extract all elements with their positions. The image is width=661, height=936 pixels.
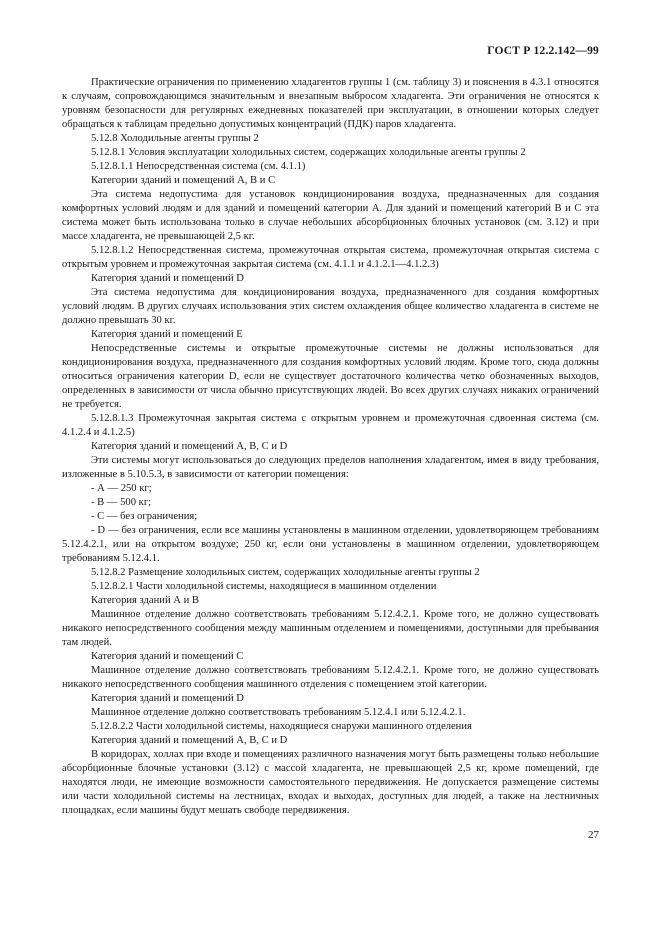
page-number: 27 — [588, 829, 599, 841]
paragraph: В коридорах, холлах при входе и помещениях различного назначения могут быть размещены только небольшие абсорбционные блочные установки (3.12) с массой хладагента, не превышающей 2,5 кг, кроме помещений, где находятся люди, не имеющие возможности самостоятельного передвижения. Не допускается размещение системы или части холодильной системы на лестницах, входах и выходах, доступных для людей, а также на лестничных площадках, если машины будут мешать свободе передвижения. — [62, 749, 599, 816]
list-item: - С — без ограничения; — [91, 511, 198, 522]
section-heading: 5.12.8.1.2 Непосредственная система, промежуточная открытая система, промежуточная открытая система с открытым уровнем и промежуточная закрытая система (см. 4.1.1 и 4.1.2.1—4.1.2.3) — [62, 245, 599, 270]
section-heading: 5.12.8.2.1 Части холодильной системы, находящиеся в машинном отделении — [91, 581, 437, 592]
category-heading: Категория зданий А и В — [91, 595, 199, 606]
paragraph: Эта система недопустима для кондиционирования воздуха, предназначенного для создания комфортных условий людям. В других случаях использования этих систем охлаждения общее количество хладагента в системе не должно превышать 30 кг. — [62, 287, 599, 326]
paragraph: Эти системы могут использоваться до следующих пределов наполнения хладагентом, имея в виду требования, изложенные в 5.10.5.3, в зависимости от категории помещения: — [62, 455, 599, 480]
section-heading: 5.12.8.2 Размещение холодильных систем, содержащих холодильные агенты группы 2 — [91, 567, 480, 578]
document-code-header: ГОСТ Р 12.2.142—99 — [487, 45, 599, 57]
section-heading: 5.12.8 Холодильные агенты группы 2 — [91, 133, 259, 144]
paragraph: Эта система недопустима для установок кондиционирования воздуха, предназначенных для создания комфортных условий людям и для зданий и помещений категории А. Для зданий и помещений категорий В и С эта система может быть использована только в случае небольших абсорбционных блочных установок (см. 3.12) и при массе хладагента, не превышающей 2,5 кг. — [62, 189, 599, 242]
paragraph: Машинное отделение должно соответствовать требованиям 5.12.4.1 или 5.12.4.2.1. — [91, 707, 466, 718]
list-item: - А — 250 кг; — [91, 483, 152, 494]
section-heading: 5.12.8.1.3 Промежуточная закрытая система с открытым уровнем и промежуточная сдвоенная система (см. 4.1.2.4 и 4.1.2.5) — [62, 413, 599, 438]
list-item: - D — без ограничения, если все машины установлены в машинном отделении, удовлетворяющем требованиям 5.12.4.2.1, или на открытом воздухе; 250 кг, если они установлены в машинном отделении, удовлетворяющем требованиям 5.12.4.1. — [62, 525, 599, 564]
category-heading: Категория зданий и помещений А, В, С и D — [91, 441, 288, 452]
paragraph: Машинное отделение должно соответствовать требованиям 5.12.4.2.1. Кроме того, не должно существовать никакого непосредственного сообщения машинного отделения с помещением этой категории. — [62, 665, 599, 690]
category-heading: Категория зданий и помещений А, В, С и D — [91, 735, 288, 746]
category-heading: Категория зданий и помещений D — [91, 693, 244, 704]
category-heading: Категория зданий и помещений Е — [91, 329, 243, 340]
document-body — [62, 76, 599, 818]
category-heading: Категории зданий и помещений А, В и С — [91, 175, 276, 186]
section-heading: 5.12.8.1 Условия эксплуатации холодильных систем, содержащих холодильные агенты группы 2 — [91, 147, 526, 158]
section-heading: 5.12.8.1.1 Непосредственная система (см. 4.1.1) — [91, 161, 306, 172]
paragraph: Практические ограничения по применению хладагентов группы 1 (см. таблицу 3) и пояснения в 4.3.1 относятся к случаям, сопровождающимся значительным и внезапным выбросом хладагента. Эти ограничения не относятся к уровням безопасности для регулярных ежедневных показателей при эксплуатации, в отношении которых следует обращаться к таблицам предельно допустимых концентраций (ПДК) паров хладагента. — [62, 77, 599, 130]
category-heading: Категория зданий и помещений D — [91, 273, 244, 284]
section-heading: 5.12.8.2.2 Части холодильной системы, находящиеся снаружи машинного отделения — [91, 721, 472, 732]
list-item: - В — 500 кг; — [91, 497, 152, 508]
paragraph: Непосредственные системы и открытые промежуточные системы не должны использоваться для кондиционирования воздуха, предназначенного для создания комфортных условий людям. Кроме того, сюда должны относиться ограничения категории D, если не существует достаточного количества четко обозначенных выходов, определенных в зависимости от числа обычно присутствующих людей. Во всех других случаях никаких ограничений не требуется. — [62, 343, 599, 410]
paragraph: Машинное отделение должно соответствовать требованиям 5.12.4.2.1. Кроме того, не должно существовать никакого непосредственного сообщения между машинным отделением и помещениями, доступными для пребывания там людей. — [62, 609, 599, 648]
category-heading: Категория зданий и помещений С — [91, 651, 244, 662]
